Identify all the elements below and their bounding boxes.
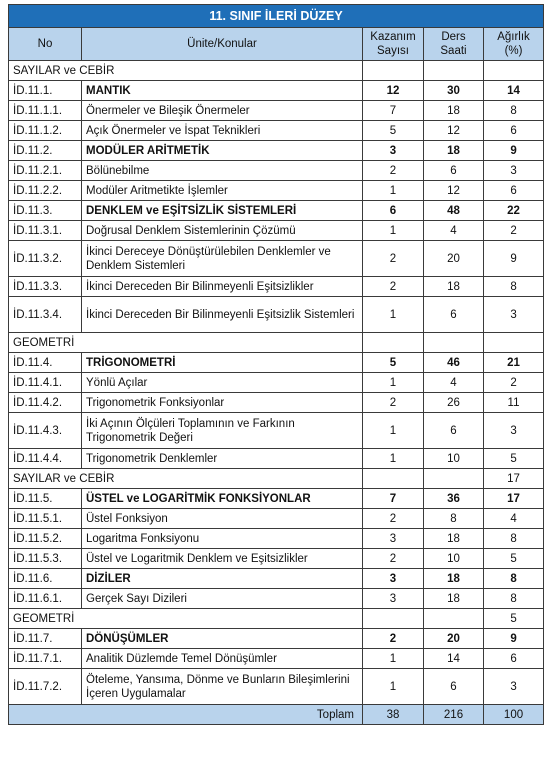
topic-name: Trigonometrik Denklemler <box>82 449 363 469</box>
ders-saati-cell <box>424 609 484 629</box>
ders-saati-cell: 18 <box>424 141 484 161</box>
topic-name: Üstel Fonksiyon <box>82 509 363 529</box>
code-cell: İD.11.3.1. <box>9 221 82 241</box>
ders-saati-cell: 4 <box>424 373 484 393</box>
kazanim-cell: 2 <box>363 241 424 277</box>
agirlik-cell: 8 <box>484 529 544 549</box>
unit-row <box>9 201 544 221</box>
ders-saati-cell: 14 <box>424 649 484 669</box>
code-cell: İD.11.3. <box>9 201 82 221</box>
topic-name: Modüler Aritmetikte İşlemler <box>82 181 363 201</box>
total-ders-saati: 216 <box>424 705 484 725</box>
header-ders-saati: Ders Saati <box>424 28 484 61</box>
ders-saati-cell: 8 <box>424 509 484 529</box>
code-cell: İD.11.4.4. <box>9 449 82 469</box>
kazanim-cell: 2 <box>363 509 424 529</box>
code-cell: İD.11.4.2. <box>9 393 82 413</box>
agirlik-cell: 17 <box>484 489 544 509</box>
table-title: 11. SINIF İLERİ DÜZEY <box>9 5 544 28</box>
header-agirlik: Ağırlık (%) <box>484 28 544 61</box>
unit-row <box>9 81 544 101</box>
code-cell: İD.11.2.2. <box>9 181 82 201</box>
topic-row <box>9 221 544 241</box>
ders-saati-cell: 6 <box>424 413 484 449</box>
code-cell: İD.11.5. <box>9 489 82 509</box>
agirlik-cell: 11 <box>484 393 544 413</box>
ders-saati-cell: 18 <box>424 101 484 121</box>
code-cell: İD.11.7. <box>9 629 82 649</box>
topic-name: Açık Önermeler ve İspat Teknikleri <box>82 121 363 141</box>
unit-row <box>9 629 544 649</box>
agirlik-cell: 8 <box>484 569 544 589</box>
code-cell: İD.11.1.1. <box>9 101 82 121</box>
kazanim-cell: 5 <box>363 353 424 373</box>
topic-row <box>9 649 544 669</box>
kazanim-cell: 2 <box>363 549 424 569</box>
topic-row <box>9 161 544 181</box>
ders-saati-cell: 10 <box>424 449 484 469</box>
unit-name: DİZİLER <box>82 569 363 589</box>
topic-row <box>9 509 544 529</box>
topic-row <box>9 393 544 413</box>
agirlik-cell <box>484 61 544 81</box>
agirlik-cell: 9 <box>484 241 544 277</box>
kazanim-cell: 2 <box>363 161 424 181</box>
ders-saati-cell: 18 <box>424 277 484 297</box>
agirlik-cell <box>484 333 544 353</box>
topic-row <box>9 297 544 333</box>
total-label: Toplam <box>9 705 363 725</box>
kazanim-cell: 7 <box>363 101 424 121</box>
unit-row <box>9 489 544 509</box>
curriculum-table-container <box>8 4 543 725</box>
topic-name: Trigonometrik Fonksiyonlar <box>82 393 363 413</box>
unit-row <box>9 353 544 373</box>
kazanim-cell <box>363 61 424 81</box>
topic-row <box>9 373 544 393</box>
topic-row <box>9 277 544 297</box>
agirlik-cell: 6 <box>484 181 544 201</box>
kazanim-cell: 3 <box>363 569 424 589</box>
header-no: No <box>9 28 82 61</box>
code-cell: İD.11.4. <box>9 353 82 373</box>
unit-row <box>9 569 544 589</box>
topic-row <box>9 589 544 609</box>
ders-saati-cell <box>424 61 484 81</box>
ders-saati-cell: 36 <box>424 489 484 509</box>
code-cell: İD.11.4.1. <box>9 373 82 393</box>
topic-row <box>9 413 544 449</box>
topic-row <box>9 121 544 141</box>
topic-name: İkinci Dereceden Bir Bilinmeyenli Eşitsizlikler <box>82 277 363 297</box>
unit-name: MANTIK <box>82 81 363 101</box>
unit-name: TRİGONOMETRİ <box>82 353 363 373</box>
unit-row <box>9 141 544 161</box>
topic-name: Analitik Düzlemde Temel Dönüşümler <box>82 649 363 669</box>
ders-saati-cell: 18 <box>424 589 484 609</box>
header-kazanim: Kazanım Sayısı <box>363 28 424 61</box>
ders-saati-cell: 18 <box>424 529 484 549</box>
agirlik-cell: 6 <box>484 121 544 141</box>
kazanim-cell: 2 <box>363 393 424 413</box>
ders-saati-cell: 6 <box>424 161 484 181</box>
kazanim-cell: 1 <box>363 181 424 201</box>
agirlik-cell: 2 <box>484 221 544 241</box>
code-cell: İD.11.5.1. <box>9 509 82 529</box>
section-row <box>9 609 544 629</box>
section-row <box>9 333 544 353</box>
agirlik-cell: 3 <box>484 669 544 705</box>
ders-saati-cell: 4 <box>424 221 484 241</box>
code-cell: İD.11.1. <box>9 81 82 101</box>
total-kazanim: 38 <box>363 705 424 725</box>
kazanim-cell: 6 <box>363 201 424 221</box>
kazanim-cell: 3 <box>363 529 424 549</box>
kazanim-cell: 1 <box>363 669 424 705</box>
agirlik-cell: 17 <box>484 469 544 489</box>
topic-row <box>9 241 544 277</box>
topic-name: Önermeler ve Bileşik Önermeler <box>82 101 363 121</box>
code-cell: İD.11.3.3. <box>9 277 82 297</box>
ders-saati-cell: 20 <box>424 241 484 277</box>
section-row <box>9 61 544 81</box>
section-label: SAYILAR ve CEBİR <box>9 469 363 489</box>
ders-saati-cell: 6 <box>424 669 484 705</box>
unit-name: MODÜLER ARİTMETİK <box>82 141 363 161</box>
kazanim-cell: 3 <box>363 589 424 609</box>
agirlik-cell: 9 <box>484 141 544 161</box>
kazanim-cell: 1 <box>363 297 424 333</box>
topic-row <box>9 549 544 569</box>
section-label: GEOMETRİ <box>9 333 363 353</box>
topic-name: İki Açının Ölçüleri Toplamının ve Farkının Trigonometrik Değeri <box>82 413 363 449</box>
header-row <box>9 28 544 61</box>
kazanim-cell: 1 <box>363 373 424 393</box>
section-label: GEOMETRİ <box>9 609 363 629</box>
agirlik-cell: 3 <box>484 413 544 449</box>
kazanim-cell: 2 <box>363 629 424 649</box>
kazanim-cell: 1 <box>363 221 424 241</box>
ders-saati-cell: 26 <box>424 393 484 413</box>
kazanim-cell <box>363 469 424 489</box>
agirlik-cell: 9 <box>484 629 544 649</box>
topic-row <box>9 449 544 469</box>
topic-name: Öteleme, Yansıma, Dönme ve Bunların Bileşimlerini İçeren Uygulamalar <box>82 669 363 705</box>
ders-saati-cell: 18 <box>424 569 484 589</box>
ders-saati-cell <box>424 469 484 489</box>
code-cell: İD.11.7.2. <box>9 669 82 705</box>
agirlik-cell: 22 <box>484 201 544 221</box>
ders-saati-cell <box>424 333 484 353</box>
code-cell: İD.11.2.1. <box>9 161 82 181</box>
curriculum-table <box>8 4 544 725</box>
topic-row <box>9 669 544 705</box>
code-cell: İD.11.3.4. <box>9 297 82 333</box>
kazanim-cell: 7 <box>363 489 424 509</box>
agirlik-cell: 6 <box>484 649 544 669</box>
topic-row <box>9 101 544 121</box>
unit-name: DENKLEM ve EŞİTSİZLİK SİSTEMLERİ <box>82 201 363 221</box>
agirlik-cell: 3 <box>484 161 544 181</box>
agirlik-cell: 8 <box>484 589 544 609</box>
code-cell: İD.11.2. <box>9 141 82 161</box>
code-cell: İD.11.7.1. <box>9 649 82 669</box>
topic-name: İkinci Dereceden Bir Bilinmeyenli Eşitsizlik Sistemleri <box>82 297 363 333</box>
code-cell: İD.11.3.2. <box>9 241 82 277</box>
topic-name: Üstel ve Logaritmik Denklem ve Eşitsizlikler <box>82 549 363 569</box>
ders-saati-cell: 46 <box>424 353 484 373</box>
code-cell: İD.11.1.2. <box>9 121 82 141</box>
kazanim-cell: 1 <box>363 649 424 669</box>
topic-name: Gerçek Sayı Dizileri <box>82 589 363 609</box>
unit-name: ÜSTEL ve LOGARİTMİK FONKSİYONLAR <box>82 489 363 509</box>
section-label: SAYILAR ve CEBİR <box>9 61 363 81</box>
table-body <box>9 61 544 705</box>
kazanim-cell: 2 <box>363 277 424 297</box>
code-cell: İD.11.5.3. <box>9 549 82 569</box>
topic-name: Logaritma Fonksiyonu <box>82 529 363 549</box>
section-row <box>9 469 544 489</box>
code-cell: İD.11.6.1. <box>9 589 82 609</box>
topic-row <box>9 529 544 549</box>
header-unite: Ünite/Konular <box>82 28 363 61</box>
kazanim-cell: 1 <box>363 449 424 469</box>
total-agirlik: 100 <box>484 705 544 725</box>
kazanim-cell: 5 <box>363 121 424 141</box>
total-row <box>9 705 544 725</box>
ders-saati-cell: 6 <box>424 297 484 333</box>
agirlik-cell: 5 <box>484 609 544 629</box>
code-cell: İD.11.6. <box>9 569 82 589</box>
topic-row <box>9 181 544 201</box>
agirlik-cell: 14 <box>484 81 544 101</box>
topic-name: Bölünebilme <box>82 161 363 181</box>
code-cell: İD.11.4.3. <box>9 413 82 449</box>
agirlik-cell: 5 <box>484 449 544 469</box>
ders-saati-cell: 30 <box>424 81 484 101</box>
ders-saati-cell: 12 <box>424 121 484 141</box>
topic-name: İkinci Dereceye Dönüştürülebilen Denklemler ve Denklem Sistemleri <box>82 241 363 277</box>
topic-name: Doğrusal Denklem Sistemlerinin Çözümü <box>82 221 363 241</box>
agirlik-cell: 2 <box>484 373 544 393</box>
kazanim-cell <box>363 333 424 353</box>
agirlik-cell: 8 <box>484 101 544 121</box>
unit-name: DÖNÜŞÜMLER <box>82 629 363 649</box>
kazanim-cell: 12 <box>363 81 424 101</box>
topic-name: Yönlü Açılar <box>82 373 363 393</box>
ders-saati-cell: 10 <box>424 549 484 569</box>
agirlik-cell: 8 <box>484 277 544 297</box>
ders-saati-cell: 20 <box>424 629 484 649</box>
code-cell: İD.11.5.2. <box>9 529 82 549</box>
ders-saati-cell: 48 <box>424 201 484 221</box>
agirlik-cell: 21 <box>484 353 544 373</box>
agirlik-cell: 4 <box>484 509 544 529</box>
agirlik-cell: 3 <box>484 297 544 333</box>
ders-saati-cell: 12 <box>424 181 484 201</box>
kazanim-cell: 1 <box>363 413 424 449</box>
kazanim-cell <box>363 609 424 629</box>
agirlik-cell: 5 <box>484 549 544 569</box>
kazanim-cell: 3 <box>363 141 424 161</box>
